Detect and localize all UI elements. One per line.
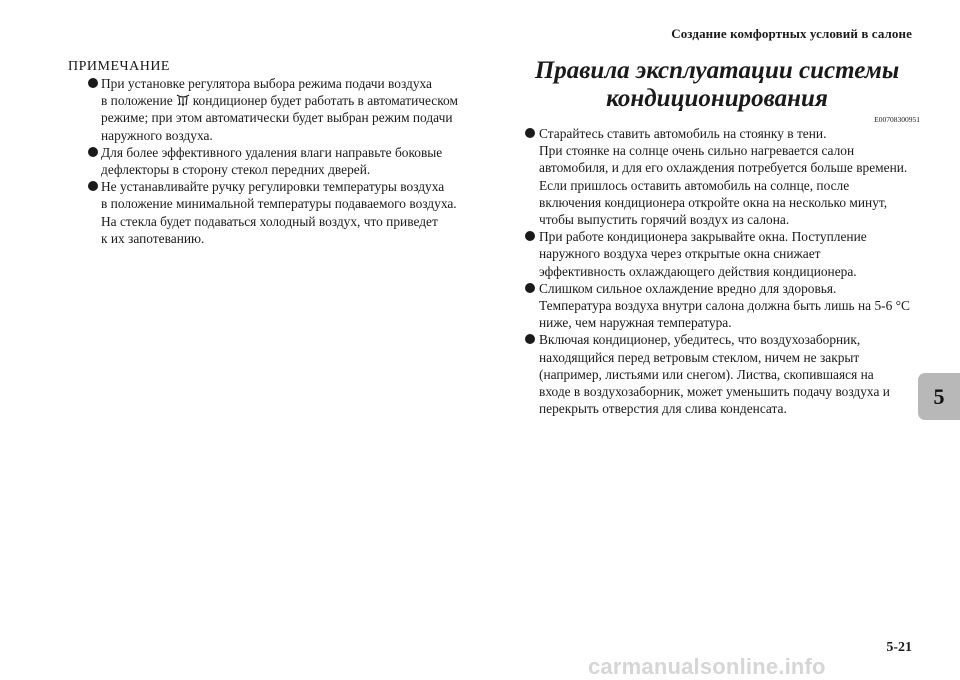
chapter-number: 5 (933, 383, 945, 409)
section-code: E00708300951 (874, 115, 920, 124)
section-bullet (522, 280, 922, 332)
text-line: При стоянке на солнце очень сильно нагревается салон (539, 143, 855, 159)
text-line: При работе кондиционера закрывайте окна. Поступление (539, 229, 867, 245)
bullet-dot-icon (88, 147, 98, 157)
note-heading: ПРИМЕЧАНИЕ (68, 59, 170, 74)
section-title (522, 57, 912, 113)
text-line: Для более эффективного удаления влаги направьте боковые (101, 144, 443, 160)
text-line: ниже, чем наружная температура. (539, 315, 732, 331)
note-column (68, 59, 488, 247)
text-line: наружного воздуха. (101, 127, 213, 143)
section-list (522, 125, 922, 417)
chapter-tab (918, 373, 960, 420)
text-line: автомобиля, и для его охлаждения потребуется больше времени. (539, 160, 908, 176)
text-line: к их запотеванию. (101, 230, 205, 246)
text-line: перекрыть отверстия для слива конденсата. (539, 401, 787, 417)
text-line: включения кондиционера откройте окна на несколько минут, (539, 194, 888, 210)
bullet-dot-icon (525, 231, 535, 241)
watermark: carmanualsonline.info (588, 654, 826, 679)
note-bullet (68, 178, 488, 247)
bullet-dot-icon (88, 78, 98, 88)
text-line: При установке регулятора выбора режима подачи воздуха (101, 76, 432, 91)
text-line: (например, листьями или снегом). Листва, скопившаяся на (539, 366, 874, 382)
text-line (101, 92, 488, 109)
bullet-dot-icon (525, 283, 535, 293)
text-line: эффективность охлаждающего действия кондиционера. (539, 263, 857, 279)
note-list (68, 75, 488, 247)
text-line: режиме; при этом автоматически будет выбран режим подачи (101, 110, 453, 126)
text-line: Старайтесь ставить автомобиль на стоянку в тени. (539, 126, 827, 141)
note-bullet (68, 144, 488, 178)
text-line: дефлекторы в сторону стекол передних дверей. (101, 162, 371, 178)
text-line: Не устанавливайте ручку регулировки температуры воздуха (101, 179, 445, 195)
note-bullet (68, 75, 488, 144)
text-line: находящийся перед ветровым стеклом, ничем не закрыт (539, 349, 860, 365)
text-fragment: в положение (101, 93, 173, 109)
defrost-mode-icon (175, 93, 191, 107)
section-bullet (522, 331, 922, 417)
bullet-dot-icon (525, 334, 535, 344)
running-header: Создание комфортных условий в салоне (671, 26, 912, 41)
text-line: чтобы выпустить горячий воздух из салона. (539, 212, 790, 228)
section-bullet (522, 228, 922, 280)
text-line: На стекла будет подаваться холодный воздух, что приведет (101, 213, 438, 229)
section-column (522, 57, 922, 417)
page-number: 5-21 (886, 640, 912, 655)
text-line: в положение минимальной температуры подаваемого воздуха. (101, 196, 457, 212)
text-line: Если пришлось оставить автомобиль на солнце, после (539, 177, 850, 193)
section-bullet (522, 125, 922, 228)
bullet-dot-icon (525, 128, 535, 138)
section-title-line: Правила эксплуатации системы (534, 57, 900, 84)
text-fragment: кондиционер будет работать в автоматическом (192, 93, 458, 109)
text-line: Включая кондиционер, убедитесь, что воздухозаборник, (539, 332, 861, 348)
text-line: Слишком сильное охлаждение вредно для здоровья. (539, 280, 837, 296)
text-line: Температура воздуха внутри салона должна быть лишь на 5-6 °С (539, 298, 910, 314)
text-line: наружного воздуха через открытые окна снижает (539, 246, 821, 262)
section-title-line: кондиционирования (606, 85, 828, 112)
text-line: входе в воздухозаборник, может уменьшить подачу воздуха и (539, 384, 890, 400)
bullet-dot-icon (88, 181, 98, 191)
